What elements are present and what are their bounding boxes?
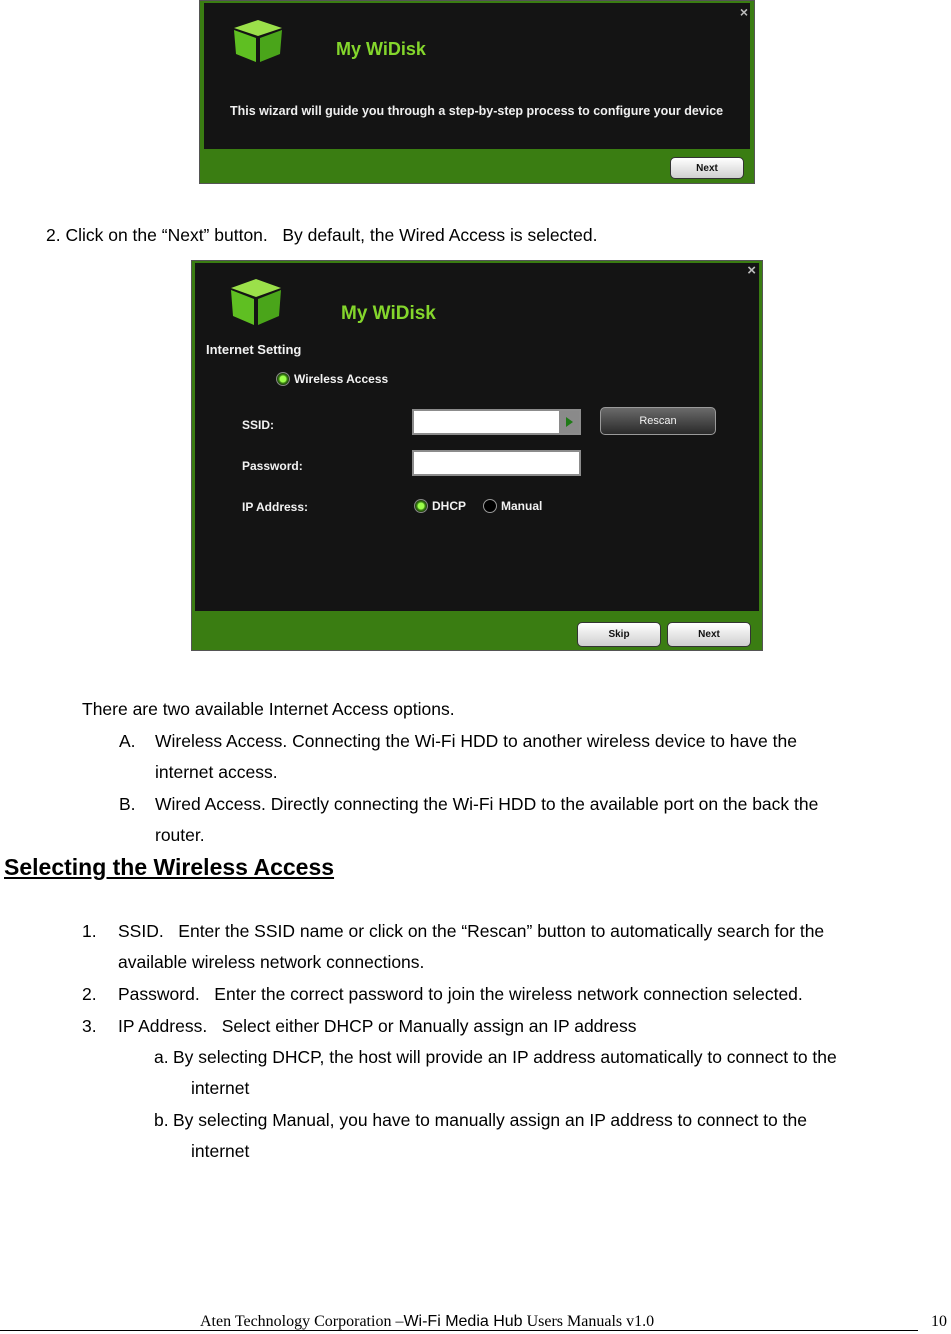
- wizard-window: [195, 263, 759, 611]
- next-button[interactable]: Next: [670, 157, 744, 179]
- step-2-marker: 2.: [82, 984, 97, 1004]
- password-label: Password:: [242, 459, 303, 473]
- step-3b-text-cont: internet: [191, 1141, 250, 1161]
- step-2-text: Password. Enter the correct password to join the wireless network connection selected.: [118, 984, 803, 1004]
- wizard-internet-setting-screenshot: [191, 260, 763, 651]
- internet-setting-label: Internet Setting: [206, 342, 302, 357]
- option-a-text-cont: internet access.: [155, 762, 278, 782]
- wizard-window: [204, 3, 750, 149]
- section-heading: Selecting the Wireless Access: [4, 854, 335, 880]
- page-footer: [200, 1313, 654, 1331]
- page-number: 10: [931, 1313, 947, 1330]
- widisk-cube-logo-icon: [229, 277, 283, 327]
- ssid-label: SSID:: [242, 418, 275, 432]
- wizard-title: My WiDisk: [341, 303, 436, 324]
- option-b-text: Wired Access. Directly connecting the Wi-Fi HDD to the available port on the back the: [155, 794, 819, 814]
- step-3-marker: 3.: [82, 1016, 97, 1036]
- ip-address-label: IP Address:: [242, 500, 309, 514]
- password-input[interactable]: [412, 450, 581, 476]
- close-icon[interactable]: ×: [747, 262, 756, 279]
- radio-selected-icon[interactable]: [414, 499, 428, 513]
- step-1-text: SSID. Enter the SSID name or click on the “Rescan” button to automatically search for the: [118, 921, 825, 941]
- step-3b-text: By selecting Manual, you have to manually assign an IP address to connect to the: [173, 1110, 807, 1130]
- wizard-welcome-screenshot: [199, 0, 755, 184]
- step-3-text: IP Address. Select either DHCP or Manually assign an IP address: [118, 1016, 637, 1036]
- step-3b-marker: b.: [154, 1110, 169, 1130]
- next-button[interactable]: Next: [667, 622, 751, 647]
- footer-company: Aten Technology Corporation –: [200, 1313, 404, 1330]
- footer-divider: [0, 1330, 918, 1331]
- dropdown-arrow-icon[interactable]: [559, 411, 579, 433]
- wireless-access-option[interactable]: Wireless Access: [294, 372, 389, 386]
- step-3a-marker: a.: [154, 1047, 169, 1067]
- option-a-text: Wireless Access. Connecting the Wi-Fi HDD to another wireless device to have the: [155, 731, 797, 751]
- step-2-instruction: 2. Click on the “Next” button. By default, the Wired Access is selected.: [46, 225, 598, 245]
- ssid-input[interactable]: [412, 409, 581, 435]
- option-b-marker: B.: [119, 794, 136, 814]
- radio-selected-icon[interactable]: [276, 372, 290, 386]
- dhcp-option[interactable]: DHCP: [432, 499, 467, 513]
- step-1-marker: 1.: [82, 921, 97, 941]
- step-3a-text: By selecting DHCP, the host will provide an IP address automatically to connect to the: [173, 1047, 837, 1067]
- close-icon[interactable]: ×: [739, 4, 748, 20]
- wizard-description: This wizard will guide you through a step-by-step process to configure your device: [230, 104, 724, 118]
- manual-option[interactable]: Manual: [501, 499, 543, 513]
- wizard-title: My WiDisk: [336, 39, 426, 59]
- option-b-text-cont: router.: [155, 825, 205, 845]
- option-a-marker: A.: [119, 731, 136, 751]
- step-1-text-cont: available wireless network connections.: [118, 952, 425, 972]
- widisk-cube-logo-icon: [232, 18, 284, 64]
- footer-product: Wi-Fi Media Hub: [403, 1313, 523, 1330]
- options-intro: There are two available Internet Access options.: [82, 699, 455, 719]
- radio-unselected-icon[interactable]: [483, 499, 497, 513]
- step-3a-text-cont: internet: [191, 1078, 250, 1098]
- rescan-button[interactable]: Rescan: [600, 407, 716, 435]
- skip-button[interactable]: Skip: [577, 622, 661, 647]
- footer-manual: Users Manuals v1.0: [522, 1313, 655, 1330]
